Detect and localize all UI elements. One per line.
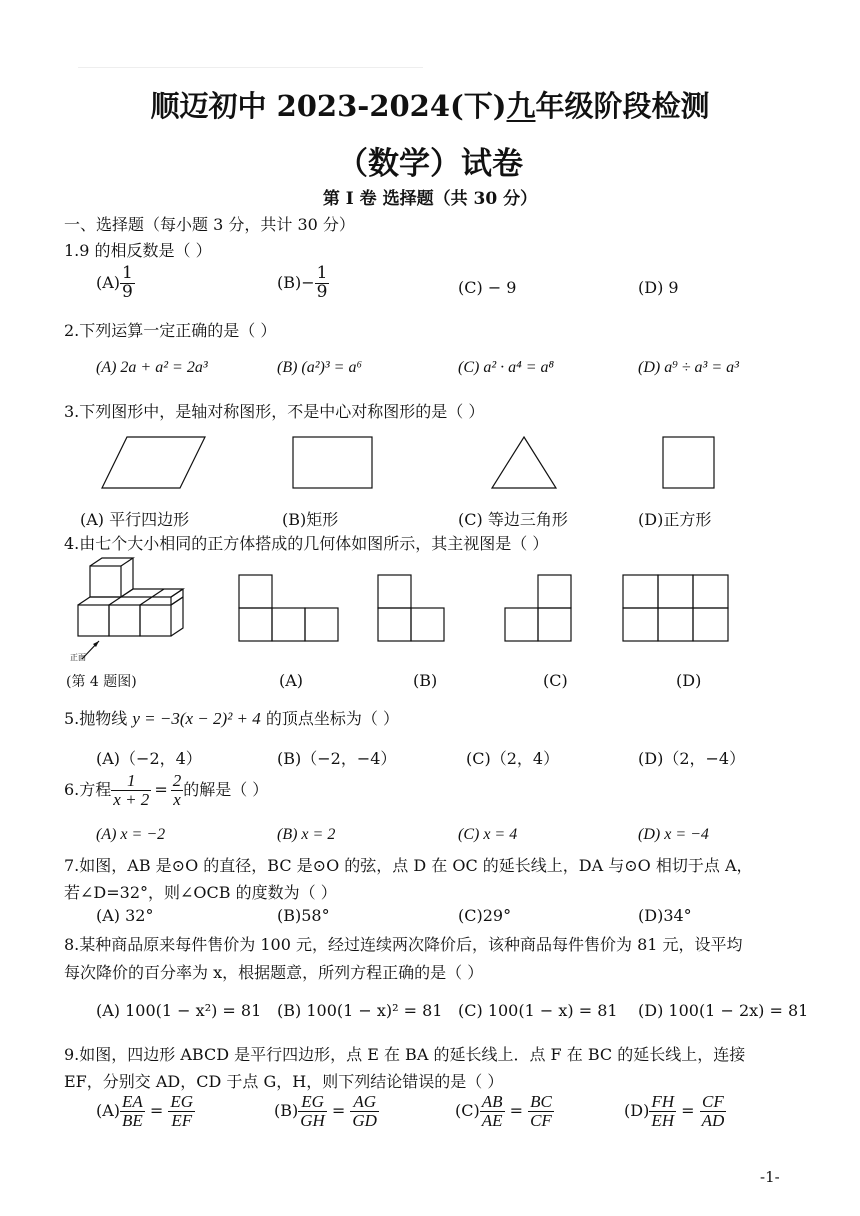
q6-option-a[interactable]: (A) x = −2 <box>96 826 166 843</box>
q6-frac2-num: 2 <box>172 771 182 790</box>
q9-c-den2: CF <box>530 1110 552 1130</box>
q9-d-num1: FH <box>651 1092 674 1111</box>
q2-option-b[interactable]: (B) (a²)³ = a⁶ <box>277 359 363 376</box>
q1-b-den: 9 <box>316 281 328 302</box>
q9-option-c[interactable]: (C) $\frac{AB}{AE}$ = $\frac{BC}{CF}$ <box>455 1092 552 1130</box>
q6-option-d[interactable]: (D) x = −4 <box>638 826 709 843</box>
q8-option-a[interactable]: (A) 100(1 − x²) = 81 <box>96 1001 262 1020</box>
q4-option-a[interactable]: (A) <box>279 671 304 690</box>
q9-a-num2: EG <box>170 1092 194 1111</box>
triangle-figure <box>492 437 556 488</box>
q9-a-den1: BE <box>122 1110 143 1130</box>
q9-b-num1: EG <box>298 1093 327 1112</box>
exam-title <box>0 84 860 125</box>
cube-stack-figure <box>78 558 183 659</box>
q1-a-den: 9 <box>122 281 133 302</box>
q6-stem <box>64 772 268 809</box>
q9-stem-line2: EF，分别交 AD，CD 于点 G，H，则下列结论错误的是（ ） <box>64 1072 504 1091</box>
front-label: 正面 <box>70 653 86 662</box>
q6-frac1-num: 1 <box>111 772 151 791</box>
q1-a-num: 1 <box>122 263 133 283</box>
q1-stem: 1.9 的相反数是（ ） <box>64 241 212 260</box>
q1-option-b[interactable] <box>277 265 329 302</box>
q9-a-den2: EF <box>171 1110 193 1130</box>
q9-c-num1: AB <box>481 1092 503 1111</box>
q9-option-a[interactable]: (A) $\frac{EA}{BE}$ = $\frac{EG}{EF}$ <box>96 1092 194 1130</box>
q9-a-num1: EA <box>122 1092 143 1111</box>
page-number: -1- <box>760 1168 780 1186</box>
q4-option-d[interactable]: (D) <box>676 671 702 690</box>
q7-stem-line2: 若∠D=32°，则∠OCB 的度数为（ ） <box>64 883 337 902</box>
q1-a-label: (A) <box>96 272 121 292</box>
option-b-view <box>378 575 444 641</box>
q7-option-b[interactable]: (B)58° <box>277 906 330 925</box>
title-grade: 九 <box>506 89 536 123</box>
section-title: 第 I 卷 选择题（共 30 分） <box>322 189 538 209</box>
q2-option-a[interactable]: (A) 2a + a² = 2a³ <box>96 359 208 376</box>
q1-option-d[interactable]: (D) 9 <box>638 278 679 297</box>
q9-b-den2: GD <box>352 1110 377 1130</box>
q7-option-c[interactable]: (C)29° <box>458 906 512 925</box>
q4-option-b[interactable]: (B) <box>413 671 438 690</box>
rectangle-figure <box>293 437 372 488</box>
q5-option-a[interactable]: (A)（−2，4） <box>96 749 202 768</box>
q2-stem: 2.下列运算一定正确的是（ ） <box>64 321 277 340</box>
q8-option-b[interactable]: (B) 100(1 − x)² = 81 <box>277 1001 443 1020</box>
exam-subtitle: （数学）试卷 <box>337 146 523 182</box>
option-c-view <box>505 575 571 641</box>
q6-option-b[interactable]: (B) x = 2 <box>277 826 336 843</box>
q6-stem-b: 的解是（ ） <box>183 779 269 799</box>
q3-figures <box>0 432 860 502</box>
q9-c-label: (C) <box>455 1100 480 1120</box>
parallelogram-figure <box>102 437 205 488</box>
q1-b-label: (B)− <box>277 272 315 292</box>
q9-a-label: (A) <box>96 1100 121 1120</box>
q6-stem-a: 6.方程 <box>64 779 112 799</box>
q8-option-c[interactable]: (C) 100(1 − x) = 81 <box>458 1001 618 1020</box>
q8-stem-line2: 每次降价的百分率为 x，根据题意，所列方程正确的是（ ） <box>64 963 484 982</box>
q8-stem-line1: 8.某种商品原来每件售价为 100 元，经过连续两次降价后，该种商品每件售价为 81 元，设平均 <box>64 935 743 954</box>
q9-option-d[interactable]: (D) $\frac{FH}{EH}$ = $\frac{CF}{AD}$ <box>624 1092 725 1130</box>
q9-b-den1: GH <box>300 1110 325 1130</box>
q2-option-c[interactable]: (C) a² · a⁴ = a⁸ <box>458 359 555 376</box>
q9-stem-line1: 9.如图，四边形 ABCD 是平行四边形，点 E 在 BA 的延长线上．点 F 在 BC 的延长线上，连接 <box>64 1045 746 1064</box>
q9-b-label: (B) <box>274 1100 299 1120</box>
q3-option-c[interactable]: (C) 等边三角形 <box>458 510 568 529</box>
title-part-2: 年级阶段检测 <box>535 89 710 123</box>
q4-stem: 4.由七个大小相同的正方体搭成的几何体如图所示，其主视图是（ ） <box>64 534 549 553</box>
q6-frac2-den: x <box>173 789 181 809</box>
q9-d-den2: AD <box>701 1110 725 1130</box>
q3-option-b[interactable]: (B)矩形 <box>282 510 339 529</box>
q1-option-c[interactable]: (C) − 9 <box>458 278 517 297</box>
q6-equals: = <box>154 779 168 799</box>
part-heading: 一、选择题（每小题 3 分，共计 30 分） <box>64 215 355 234</box>
q7-stem-line1: 7.如图，AB 是⊙O 的直径，BC 是⊙O 的弦，点 D 在 OC 的延长线上，DA 与⊙O 相切于点 A， <box>64 856 753 875</box>
q1-b-num: 1 <box>316 263 328 283</box>
q9-d-label: (D) <box>624 1100 650 1120</box>
q4-figures <box>0 555 860 665</box>
q2-option-d[interactable]: (D) a⁹ ÷ a³ = a³ <box>638 359 739 376</box>
q9-c-num2: BC <box>530 1092 552 1111</box>
option-d-view <box>623 575 728 641</box>
option-a-view <box>239 575 338 641</box>
q5-option-c[interactable]: (C)（2，4） <box>466 749 560 768</box>
q5-option-d[interactable]: (D)（2，−4） <box>638 749 746 768</box>
q3-stem: 3.下列图形中，是轴对称图形，不是中心对称图形的是（ ） <box>64 402 485 421</box>
q6-frac1-den: x + 2 <box>113 789 150 809</box>
square-figure <box>663 437 714 488</box>
q5-stem-b: 的顶点坐标为（ ） <box>260 709 399 728</box>
q9-d-den1: EH <box>651 1110 674 1130</box>
q7-option-d[interactable]: (D)34° <box>638 906 692 925</box>
header-rule <box>78 67 423 68</box>
q5-option-b[interactable]: (B)（−2，−4） <box>277 749 397 768</box>
q3-option-d[interactable]: (D)正方形 <box>638 510 712 529</box>
q3-option-a[interactable]: (A) 平行四边形 <box>80 510 190 529</box>
q4-option-c[interactable]: (C) <box>543 671 568 690</box>
q5-equation: y = −3(x − 2)² + 4 <box>132 709 261 728</box>
q9-option-b[interactable]: (B) $\frac{EG}{GH}$ = $\frac{AG}{GD}$ <box>274 1092 377 1130</box>
title-part-1: 顺迈初中 2023-2024(下) <box>150 89 507 123</box>
q1-option-a[interactable] <box>96 265 135 302</box>
q5-stem-a: 5.抛物线 <box>64 709 133 728</box>
q6-option-c[interactable]: (C) x = 4 <box>458 826 518 843</box>
q8-option-d[interactable]: (D) 100(1 − 2x) = 81 <box>638 1001 809 1020</box>
q7-option-a[interactable]: (A) 32° <box>96 906 154 925</box>
q4-figure-caption: (第 4 题图) <box>66 674 137 690</box>
q5-stem <box>64 706 399 729</box>
q9-c-den1: AE <box>481 1110 503 1130</box>
q9-d-num2: CF <box>700 1093 727 1112</box>
q9-b-num2: AG <box>350 1093 379 1112</box>
